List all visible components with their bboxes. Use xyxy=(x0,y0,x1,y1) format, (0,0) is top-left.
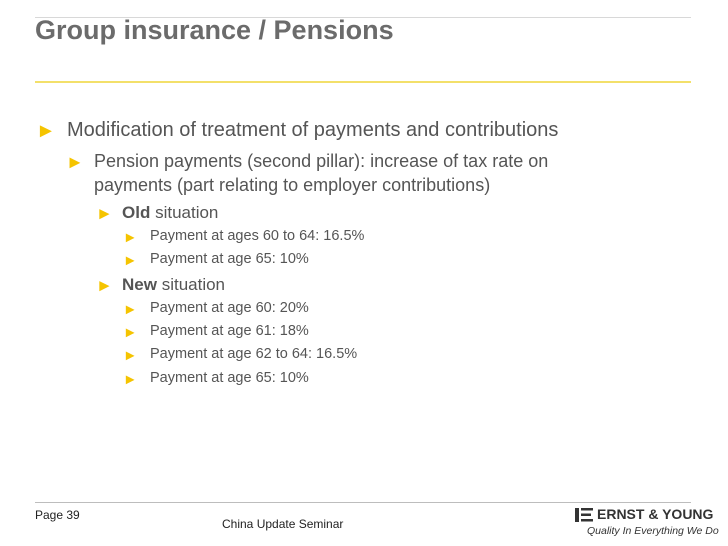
new-item: Payment at age 65: 10% xyxy=(150,370,309,386)
new-item: Payment at age 60: 20% xyxy=(150,300,309,316)
bullet-arrow-icon: ► xyxy=(123,253,138,269)
new-situation-heading xyxy=(122,275,225,295)
new-label-rest: situation xyxy=(156,275,226,294)
old-item: Payment at ages 60 to 64: 16.5% xyxy=(150,228,365,244)
ernst-young-logo xyxy=(575,506,719,542)
old-item: Payment at age 65: 10% xyxy=(150,251,309,267)
bullet-level2-line2: payments (part relating to employer contributions) xyxy=(94,175,491,195)
old-label-rest: situation xyxy=(150,203,219,222)
bullet-arrow-icon: ► xyxy=(123,348,138,364)
logo-name: ERNST & YOUNG xyxy=(597,506,714,522)
bullet-arrow-icon: ► xyxy=(36,120,56,142)
bullet-arrow-icon: ► xyxy=(123,230,138,246)
new-label: New xyxy=(122,275,157,294)
slide-title: Group insurance / Pensions xyxy=(35,15,394,45)
new-item: Payment at age 62 to 64: 16.5% xyxy=(150,346,358,362)
bullet-arrow-icon: ► xyxy=(123,325,138,341)
bullet-arrow-icon: ► xyxy=(123,372,138,388)
logo-tagline: Quality In Everything We Do xyxy=(587,525,719,537)
logo-mark-icon xyxy=(575,508,593,522)
bullet-arrow-icon: ► xyxy=(96,276,113,295)
bullet-arrow-icon: ► xyxy=(66,152,84,172)
bullet-arrow-icon: ► xyxy=(96,204,113,223)
bullet-arrow-icon: ► xyxy=(123,302,138,318)
old-situation-heading xyxy=(122,203,218,223)
new-item: Payment at age 61: 18% xyxy=(150,323,309,339)
bullet-level1: Modification of treatment of payments and contributions xyxy=(67,119,559,141)
title-underline xyxy=(35,81,691,83)
footer-rule xyxy=(35,502,691,503)
footer-title: China Update Seminar xyxy=(222,517,344,531)
page-number: Page 39 xyxy=(35,508,80,522)
old-label: Old xyxy=(122,203,151,222)
bullet-level2-line1: Pension payments (second pillar): increase of tax rate on xyxy=(94,151,549,171)
